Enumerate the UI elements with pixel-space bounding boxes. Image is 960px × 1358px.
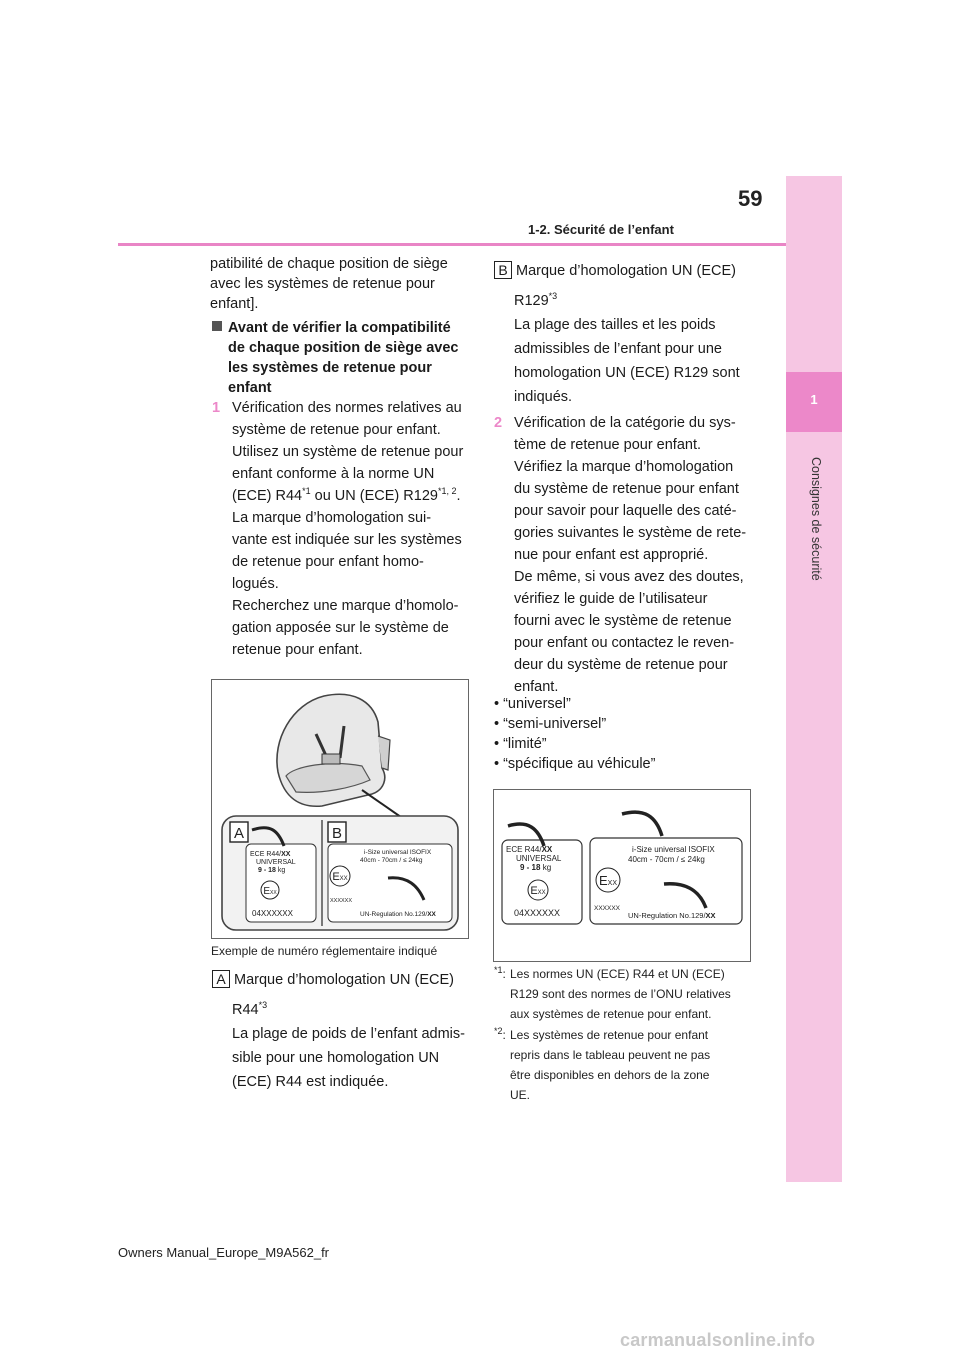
- step-line: (ECE) R44$^{*1}$ ou UN (ECE) R129$^{*1, 2}$.: [232, 486, 461, 504]
- label-b-line: indiqués.: [514, 389, 573, 405]
- step-line: gories suivantes le système de rete-: [514, 525, 747, 541]
- subheading-line: enfant: [228, 380, 272, 396]
- step-line: vante est indiquée sur les systèmes: [232, 532, 462, 548]
- step-line: pour enfant ou contactez le reven-: [514, 635, 735, 651]
- step-line: système de retenue pour enfant.: [232, 422, 441, 438]
- r44-line2: UNIVERSAL: [256, 859, 296, 866]
- label-a-line: sible pour une homologation UN: [232, 1050, 440, 1066]
- r44-line3: 9 - 18 kg: [520, 863, 552, 872]
- label-b-line: admissibles de l’enfant pour une: [514, 341, 722, 357]
- step-line: gation apposée sur le système de: [232, 620, 449, 636]
- r129-emark: EXX: [332, 871, 348, 883]
- subheading-line: de chaque position de siège avec: [228, 340, 459, 356]
- r129-line2: 40cm - 70cm / ≤ 24kg: [628, 855, 705, 864]
- label-b-explanation: [494, 259, 756, 409]
- footnote-2: [494, 1025, 750, 1105]
- r129-reg: UN-Regulation No.129/XX: [628, 911, 716, 920]
- tag-a: A: [233, 825, 245, 842]
- list-item: • “limité”: [494, 736, 547, 752]
- step-2: [494, 412, 756, 698]
- label-b-box: B: [494, 261, 512, 279]
- r44-code: 04XXXXXX: [252, 909, 293, 918]
- footnote-mark: $^{*1}$:: [494, 965, 506, 981]
- chapter-sidebar: [786, 176, 842, 1182]
- step-line: deur du système de retenue pour: [514, 657, 728, 673]
- step-line: du système de retenue pour enfant: [514, 481, 739, 497]
- label-a-line: La plage de poids de l’enfant admis-: [232, 1026, 465, 1042]
- step-line: logués.: [232, 576, 279, 592]
- list-item: • “spécifique au véhicule”: [494, 756, 656, 772]
- step-line: enfant conforme à la norme UN: [232, 466, 435, 482]
- r129-line1: i-Size universal ISOFIX: [632, 845, 715, 854]
- label-illustration: [494, 790, 750, 961]
- step-1: [212, 397, 467, 661]
- lead-line: enfant].: [210, 296, 259, 312]
- footnote-line: aux systèmes de retenue pour enfant.: [510, 1007, 712, 1021]
- figure-caption: Exemple de numéro réglementaire indiqué: [211, 944, 438, 958]
- footnote-line: repris dans le tableau peuvent ne pas: [510, 1048, 711, 1062]
- r129-code: XXXXXX: [594, 905, 621, 912]
- subheading-line: Avant de vérifier la compatibilité: [228, 320, 451, 336]
- r44-emark: EXX: [263, 886, 277, 897]
- section-title: 1-2. Sécurité de l’enfant: [528, 222, 674, 237]
- r129-line2: 40cm - 70cm / ≤ 24kg: [360, 857, 423, 864]
- r129-reg: UN-Regulation No.129/XX: [360, 911, 436, 918]
- r44-emark: EXX: [530, 885, 546, 897]
- label-b-line: R129$^{*3}$: [514, 291, 558, 309]
- label-a-box: A: [212, 970, 230, 988]
- square-bullet-icon: [212, 321, 222, 331]
- step-line: De même, si vous avez des doutes,: [514, 569, 744, 585]
- page-number: 59: [738, 186, 763, 211]
- curved-arrow-icon: [622, 812, 662, 836]
- label-b-line: homologation UN (ECE) R129 sont: [514, 365, 740, 381]
- label-a-line: R44$^{*3}$: [232, 1000, 268, 1018]
- label-a-line: (ECE) R44 est indiquée.: [232, 1074, 389, 1090]
- footnote-mark: $^{*2}$:: [494, 1026, 506, 1042]
- step-number: 2: [494, 415, 503, 431]
- step-line: Vérification de la catégorie du sys-: [514, 415, 736, 431]
- step-line: Recherchez une marque d’homolo-: [232, 598, 459, 614]
- subheading: [212, 318, 467, 398]
- subheading-line: les systèmes de retenue pour: [228, 360, 432, 376]
- step-line: nue pour enfant est approprié.: [514, 547, 709, 563]
- r129-code: XXXXXX: [330, 898, 353, 904]
- step-line: Vérification des normes relatives au: [232, 400, 462, 416]
- step-line: Vérifiez la marque d’homologation: [514, 459, 734, 475]
- chapter-number: 1: [810, 392, 818, 407]
- lead-line: avec les systèmes de retenue pour: [210, 276, 435, 292]
- step-line: de retenue pour enfant homo-: [232, 554, 424, 570]
- list-item: • “universel”: [494, 696, 571, 712]
- watermark: carmanualsonline.info: [620, 1330, 816, 1350]
- r44-line2: UNIVERSAL: [516, 854, 562, 863]
- footnote-line: Les systèmes de retenue pour enfant: [510, 1028, 709, 1042]
- tag-b: B: [331, 825, 343, 842]
- step-line: fourni avec le système de retenue: [514, 613, 732, 629]
- step-line: enfant.: [514, 679, 559, 695]
- r44-line1: ECE R44/XX: [506, 845, 553, 854]
- r44-line3: 9 - 18 kg: [258, 867, 286, 874]
- label-b-line: La plage des tailles et les poids: [514, 317, 716, 333]
- step-line: tème de retenue pour enfant.: [514, 437, 702, 453]
- lead-paragraph: [210, 254, 465, 314]
- category-list: [494, 694, 754, 774]
- footnote-line: Les normes UN (ECE) R44 et UN (ECE): [510, 967, 725, 981]
- r44-line1: ECE R44/XX: [250, 851, 291, 858]
- label-a-explanation: [212, 968, 472, 1094]
- footnote-line: UE.: [510, 1088, 531, 1102]
- child-seat-illustration: [212, 680, 468, 938]
- step-line: retenue pour enfant.: [232, 642, 363, 658]
- step-line: pour savoir pour laquelle des caté-: [514, 503, 737, 519]
- document-footer: Owners Manual_Europe_M9A562_fr: [118, 1245, 330, 1260]
- footnote-1: [494, 964, 750, 1024]
- step-line: vérifiez le guide de l’utilisateur: [514, 591, 708, 607]
- label-a-line: Marque d’homologation UN (ECE): [234, 972, 455, 988]
- child-seat-figure: [211, 679, 469, 939]
- footnote-line: R129 sont des normes de l’ONU relatives: [510, 987, 731, 1001]
- seat-buckle: [322, 754, 340, 764]
- label-b-line: Marque d’homologation UN (ECE): [516, 263, 737, 279]
- r129-line1: i-Size universal ISOFIX: [364, 849, 432, 856]
- header-rule: [118, 243, 786, 246]
- r129-emark: EXX: [598, 873, 618, 888]
- chapter-label: Consignes de sécurité: [809, 457, 823, 581]
- step-number: 1: [212, 400, 221, 416]
- step-line: La marque d’homologation sui-: [232, 510, 432, 526]
- step-line: Utilisez un système de retenue pour: [232, 444, 464, 460]
- list-item: • “semi-universel”: [494, 716, 607, 732]
- r44-code: 04XXXXXX: [514, 908, 561, 918]
- label-figure: [493, 789, 751, 962]
- footnote-line: être disponibles en dehors de la zone: [510, 1068, 710, 1082]
- lead-line: patibilité de chaque position de siège: [210, 256, 448, 272]
